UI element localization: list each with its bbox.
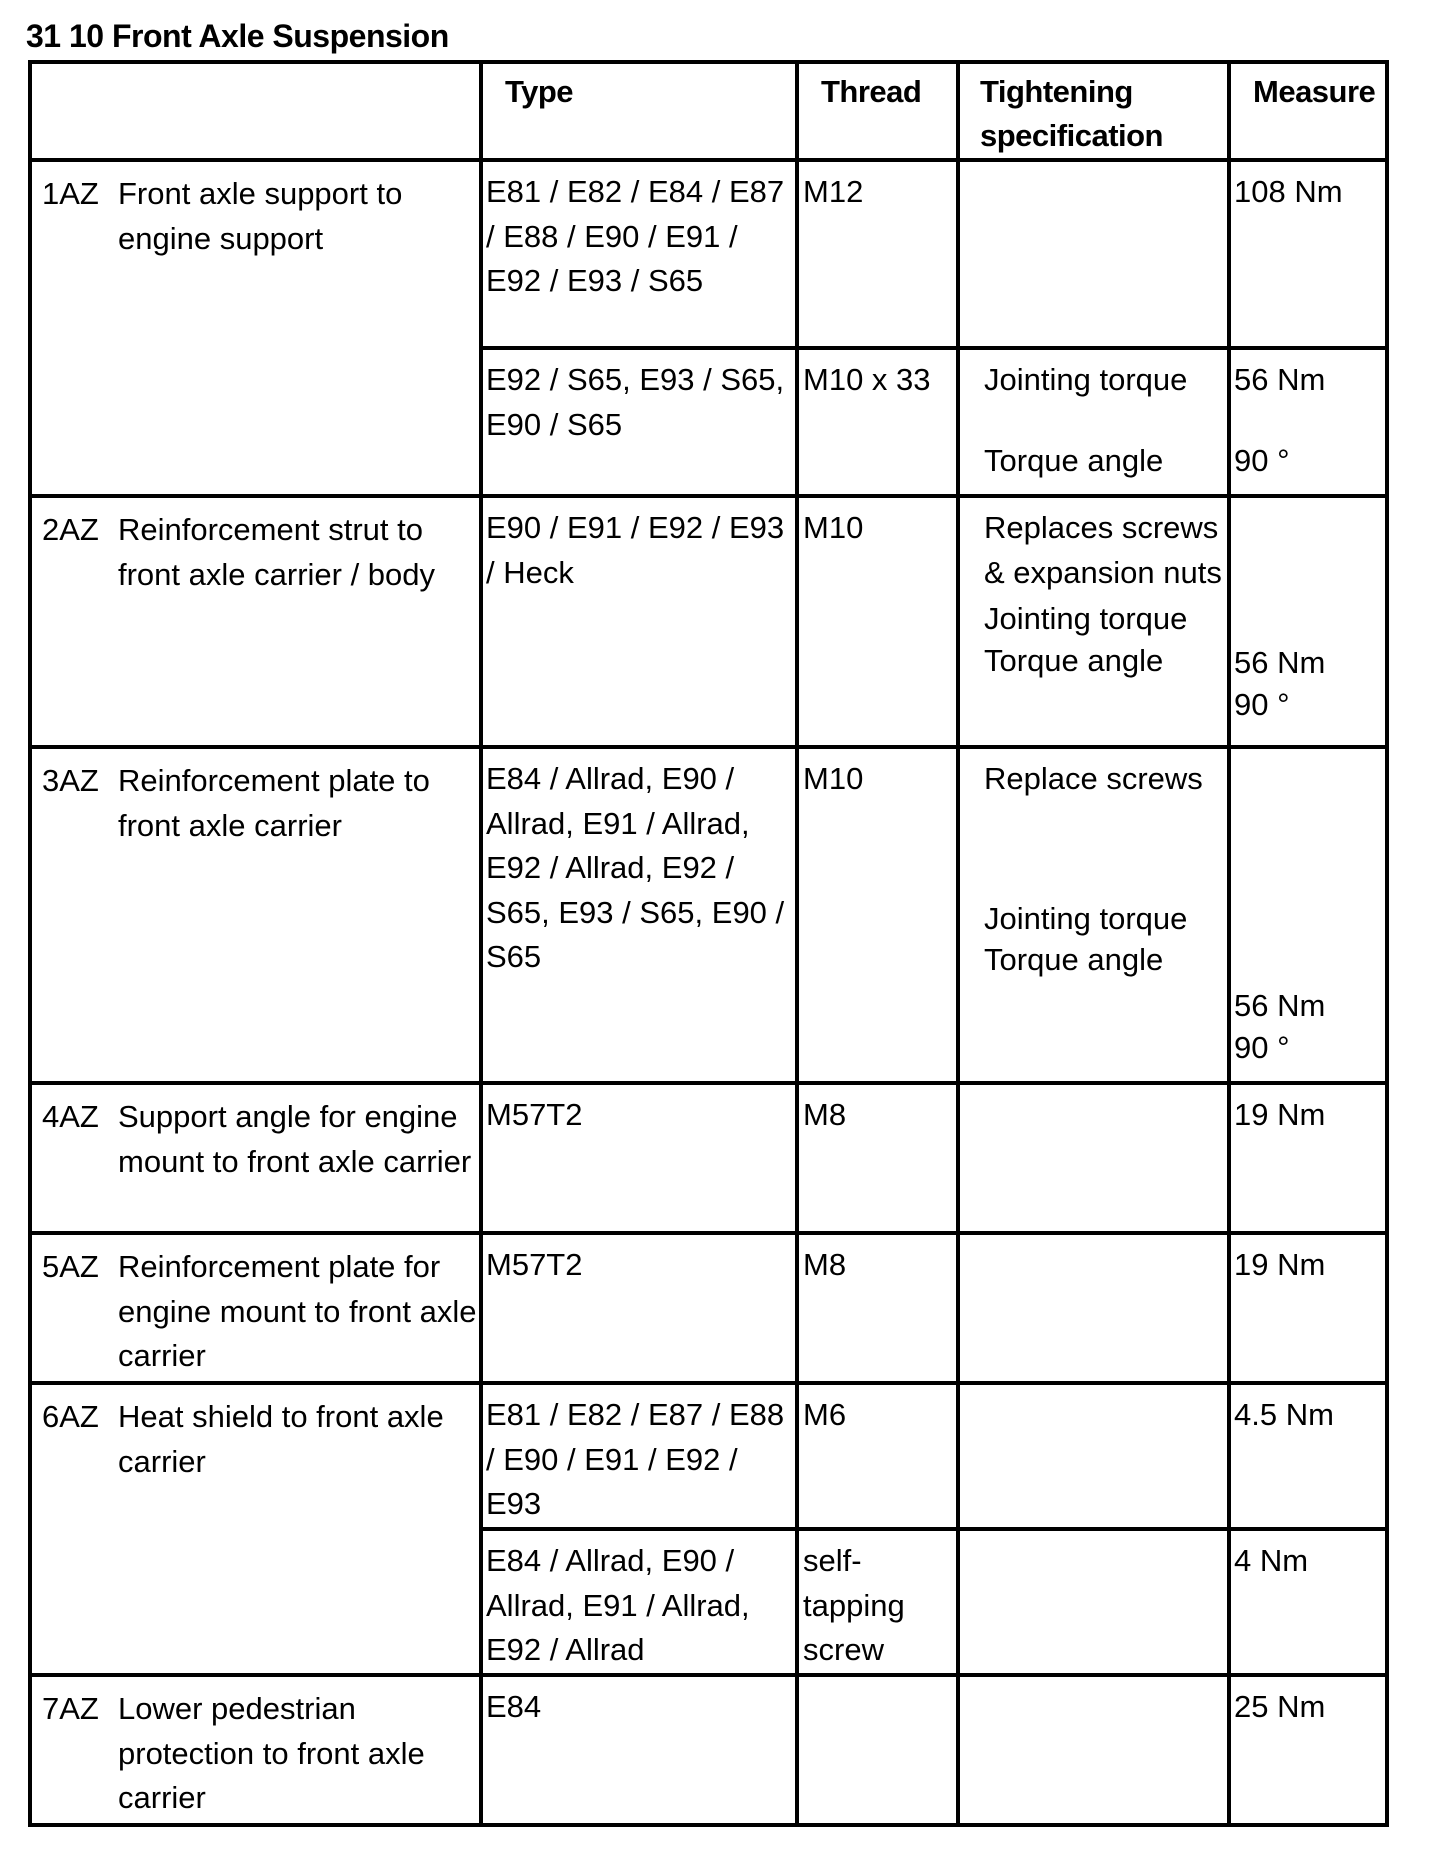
item-number: 3AZ — [30, 747, 116, 1083]
spec-cell — [958, 1675, 1229, 1825]
measure-cell: 19 Nm — [1229, 1083, 1387, 1233]
item-number: 2AZ — [30, 496, 116, 747]
item-description: Lower pedestrian protection to front axle carrier — [116, 1675, 481, 1825]
item-description: Front axle support to engine support — [116, 160, 481, 496]
spec-line: Jointing torque — [984, 362, 1188, 397]
table-row — [30, 1233, 1387, 1383]
spec-cell — [958, 1083, 1229, 1233]
page-title: 31 10 Front Axle Suspension — [26, 18, 449, 54]
measure-line: 56 Nm — [1234, 988, 1326, 1023]
item-number: 6AZ — [30, 1383, 116, 1675]
measure-line: 56 Nm — [1234, 362, 1326, 397]
measure-cell: 4.5 Nm — [1229, 1383, 1387, 1529]
measure-cell: 19 Nm — [1229, 1233, 1387, 1383]
spec-line: Replace screws — [984, 761, 1203, 796]
type-cell: M57T2 — [481, 1083, 797, 1233]
header-thread: Thread — [797, 62, 958, 160]
header-row — [30, 62, 1387, 160]
type-cell: E81 / E82 / E87 / E88 / E90 / E91 / E92 / E93 — [481, 1383, 797, 1529]
spec-line: Torque angle — [984, 942, 1164, 977]
measure-cell — [1229, 496, 1387, 747]
table-row — [30, 1675, 1387, 1825]
item-number: 7AZ — [30, 1675, 116, 1825]
header-measure: Measure — [1229, 62, 1387, 160]
item-description: Heat shield to front axle carrier — [116, 1383, 481, 1675]
spec-line: Jointing torque — [984, 601, 1188, 636]
thread-cell: M8 — [797, 1233, 958, 1383]
thread-cell: M10 — [797, 496, 958, 747]
thread-cell: M10 x 33 — [797, 348, 958, 496]
item-description: Reinforcement plate for engine mount to front axle carrier — [116, 1233, 481, 1383]
item-description: Reinforcement strut to front axle carrier / body — [116, 496, 481, 747]
header-type: Type — [481, 62, 797, 160]
table-row — [30, 1383, 1387, 1529]
measure-cell — [1229, 348, 1387, 496]
spec-cell — [958, 747, 1229, 1083]
type-cell: E84 / Allrad, E90 / Allrad, E91 / Allrad, E92 / Allrad, E92 / S65, E93 / S65, E90 / S65 — [481, 747, 797, 1083]
measure-cell — [1229, 747, 1387, 1083]
spec-cell — [958, 496, 1229, 747]
measure-line: 56 Nm — [1234, 645, 1326, 680]
thread-cell: self-tapping screw — [797, 1529, 958, 1675]
type-cell: E92 / S65, E93 / S65, E90 / S65 — [481, 348, 797, 496]
spec-line: Torque angle — [984, 642, 1164, 678]
item-number: 5AZ — [30, 1233, 116, 1383]
spec-cell — [958, 1233, 1229, 1383]
type-cell: E84 — [481, 1675, 797, 1825]
measure-cell: 108 Nm — [1229, 160, 1387, 348]
measure-line: 90 ° — [1234, 442, 1290, 478]
spec-cell — [958, 348, 1229, 496]
thread-cell: M8 — [797, 1083, 958, 1233]
table-row — [30, 747, 1387, 1083]
thread-cell — [797, 1675, 958, 1825]
measure-line: 90 ° — [1234, 686, 1290, 722]
table-row — [30, 1083, 1387, 1233]
header-tightening-specification: Tightening specification — [958, 62, 1229, 160]
torque-spec-table — [28, 60, 1389, 1827]
measure-line: 90 ° — [1234, 1029, 1290, 1065]
spec-cell — [958, 1383, 1229, 1529]
table-row — [30, 496, 1387, 747]
thread-cell: M6 — [797, 1383, 958, 1529]
thread-cell: M10 — [797, 747, 958, 1083]
item-description: Reinforcement plate to front axle carrier — [116, 747, 481, 1083]
type-cell: M57T2 — [481, 1233, 797, 1383]
thread-cell: M12 — [797, 160, 958, 348]
item-number: 1AZ — [30, 160, 116, 496]
item-number: 4AZ — [30, 1083, 116, 1233]
spec-line: Torque angle — [984, 442, 1164, 478]
table-row — [30, 160, 1387, 348]
spec-cell — [958, 160, 1229, 348]
header-item-cell — [30, 62, 481, 160]
measure-cell: 4 Nm — [1229, 1529, 1387, 1675]
item-description: Support angle for engine mount to front axle carrier — [116, 1083, 481, 1233]
type-cell: E81 / E82 / E84 / E87 / E88 / E90 / E91 / E92 / E93 / S65 — [481, 160, 797, 348]
measure-cell: 25 Nm — [1229, 1675, 1387, 1825]
spec-cell — [958, 1529, 1229, 1675]
type-cell: E90 / E91 / E92 / E93 / Heck — [481, 496, 797, 747]
spec-line: Jointing torque — [984, 900, 1188, 936]
type-cell: E84 / Allrad, E90 / Allrad, E91 / Allrad, E92 / Allrad — [481, 1529, 797, 1675]
spec-line: Replaces screws & expansion nuts — [984, 510, 1222, 590]
